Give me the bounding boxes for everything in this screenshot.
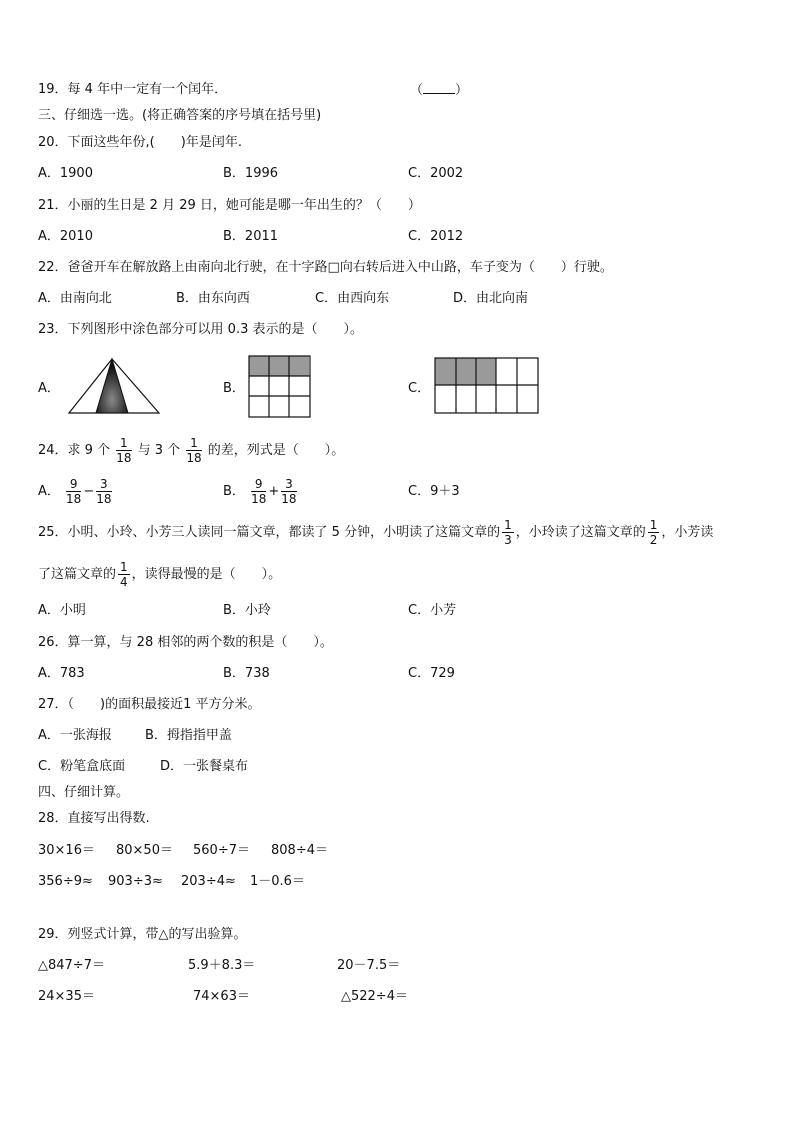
stem-text: ，小芳读 bbox=[661, 525, 714, 540]
question-20-stem: 20．下面这些年份,( )年是闰年. bbox=[38, 135, 242, 150]
fraction bbox=[116, 437, 131, 464]
denominator: 18 bbox=[116, 451, 132, 465]
calc-item: 74×63＝ bbox=[193, 989, 250, 1004]
stem-text: 的差，列式是（ ）。 bbox=[207, 443, 345, 458]
section-4-heading: 四、仔细计算。 bbox=[38, 785, 130, 800]
paren-close: ） bbox=[455, 83, 469, 98]
stem-text: 24．求 9 个 bbox=[38, 443, 111, 458]
question-19 bbox=[38, 81, 227, 99]
section-3-heading: 三、仔细选一选。(将正确答案的序号填在括号里) bbox=[38, 108, 322, 123]
denominator: 18 bbox=[66, 492, 82, 506]
option-d: D．由北向南 bbox=[453, 291, 529, 306]
stem-text: 与 3 个 bbox=[137, 443, 181, 458]
denominator: 18 bbox=[186, 451, 202, 465]
question-25-stem-continued bbox=[38, 557, 281, 593]
fraction bbox=[502, 519, 514, 546]
option-b bbox=[223, 474, 299, 510]
calc-item: 80×50＝ bbox=[116, 843, 173, 858]
question-23-stem: 23．下列图形中涂色部分可以用 0.3 表示的是（ ）。 bbox=[38, 322, 363, 337]
option-c: C．2002 bbox=[408, 166, 464, 181]
option-label: A． bbox=[38, 484, 60, 499]
denominator: 3 bbox=[504, 533, 512, 547]
calc-item: 30×16＝ bbox=[38, 843, 95, 858]
option-b: B．2011 bbox=[223, 229, 279, 244]
option-a: A．小明 bbox=[38, 603, 86, 618]
numerator: 1 bbox=[116, 437, 131, 451]
numerator: 9 bbox=[66, 478, 81, 492]
option-c: C．由西向东 bbox=[315, 291, 390, 306]
option-a: A．783 bbox=[38, 666, 85, 681]
option-a: A． bbox=[38, 381, 60, 396]
option-b: B． bbox=[223, 381, 245, 396]
numerator: 1 bbox=[649, 518, 658, 532]
numerator: 1 bbox=[186, 437, 201, 451]
fraction bbox=[66, 478, 81, 505]
numerator: 1 bbox=[504, 518, 512, 532]
calc-item: 808÷4＝ bbox=[271, 843, 328, 858]
question-24-stem bbox=[38, 433, 344, 469]
fraction bbox=[648, 519, 660, 546]
fraction bbox=[118, 561, 130, 588]
question-27-stem: 27．（ )的面积最接近1 平方分米。 bbox=[38, 697, 261, 712]
option-a bbox=[38, 474, 114, 510]
operator: + bbox=[268, 484, 280, 499]
option-c: C．粉笔盒底面 bbox=[38, 759, 126, 774]
option-c: C． bbox=[408, 381, 431, 396]
option-b: B．738 bbox=[223, 666, 270, 681]
fraction bbox=[96, 478, 111, 505]
stem-text: 25．小明、小玲、小芳三人读同一篇文章，都读了 5 分钟，小明读了这篇文章的 bbox=[38, 525, 501, 540]
denominator: 4 bbox=[120, 575, 128, 589]
option-a: A．2010 bbox=[38, 229, 93, 244]
paren-open: （ bbox=[410, 83, 424, 98]
option-c: C．9＋3 bbox=[408, 484, 460, 499]
numerator: 1 bbox=[120, 560, 128, 574]
calc-item: △847÷7＝ bbox=[38, 958, 105, 973]
calc-item: 1－0.6＝ bbox=[250, 874, 305, 889]
denominator: 18 bbox=[96, 492, 112, 506]
numerator: 3 bbox=[96, 478, 111, 492]
calc-item: 560÷7＝ bbox=[193, 843, 250, 858]
option-b: B．拇指指甲盖 bbox=[145, 728, 232, 743]
option-a: A．由南向北 bbox=[38, 291, 112, 306]
triangle-figure bbox=[66, 357, 162, 415]
grid-2x5-figure bbox=[434, 357, 540, 415]
calc-item: 903÷3≈ bbox=[108, 874, 163, 889]
numerator: 3 bbox=[281, 478, 296, 492]
question-25-stem bbox=[38, 515, 713, 551]
question-21-stem: 21．小丽的生日是 2 月 29 日，她可能是哪一年出生的？（ ） bbox=[38, 198, 421, 213]
option-b: B．小玲 bbox=[223, 603, 271, 618]
numerator: 9 bbox=[251, 478, 266, 492]
calc-item: 5.9＋8.3＝ bbox=[188, 958, 256, 973]
denominator: 18 bbox=[281, 492, 297, 506]
option-c: C．729 bbox=[408, 666, 455, 681]
question-22-stem: 22．爸爸开车在解放路上由南向北行驶，在十字路□向右转后进入中山路，车子变为（ ）行驶。 bbox=[38, 260, 613, 275]
question-29-stem: 29．列竖式计算，带△的写出验算。 bbox=[38, 927, 247, 942]
question-28-stem: 28．直接写出得数. bbox=[38, 811, 150, 826]
grid-3x3-figure bbox=[248, 355, 312, 419]
denominator: 2 bbox=[649, 533, 658, 547]
option-b: B．1996 bbox=[223, 166, 279, 181]
calc-item: 203÷4≈ bbox=[181, 874, 236, 889]
fraction bbox=[251, 478, 266, 505]
option-a: A．一张海报 bbox=[38, 728, 112, 743]
question-26-stem: 26．算一算，与 28 相邻的两个数的积是（ ）。 bbox=[38, 635, 333, 650]
denominator: 18 bbox=[251, 492, 267, 506]
calc-item: 20－7.5＝ bbox=[337, 958, 401, 973]
stem-text: ，小玲读了这篇文章的 bbox=[515, 525, 646, 540]
stem-text: 了这篇文章的 bbox=[38, 567, 117, 582]
calc-item: △522÷4＝ bbox=[341, 989, 408, 1004]
option-a: A．1900 bbox=[38, 166, 93, 181]
option-b: B．由东向西 bbox=[176, 291, 250, 306]
blank-line bbox=[423, 81, 455, 94]
answer-blank-19 bbox=[410, 81, 468, 100]
fraction bbox=[281, 478, 296, 505]
option-c: C．小芳 bbox=[408, 603, 457, 618]
stem-text: ，读得最慢的是（ ）。 bbox=[131, 567, 282, 582]
option-label: B． bbox=[223, 484, 245, 499]
calc-item: 356÷9≈ bbox=[38, 874, 93, 889]
option-d: D．一张餐桌布 bbox=[160, 759, 249, 774]
fraction bbox=[186, 437, 201, 464]
option-c: C．2012 bbox=[408, 229, 464, 244]
operator: − bbox=[83, 484, 95, 499]
question-19-text: 19．每 4 年中一定有一个闰年． bbox=[38, 82, 228, 97]
calc-item: 24×35＝ bbox=[38, 989, 95, 1004]
